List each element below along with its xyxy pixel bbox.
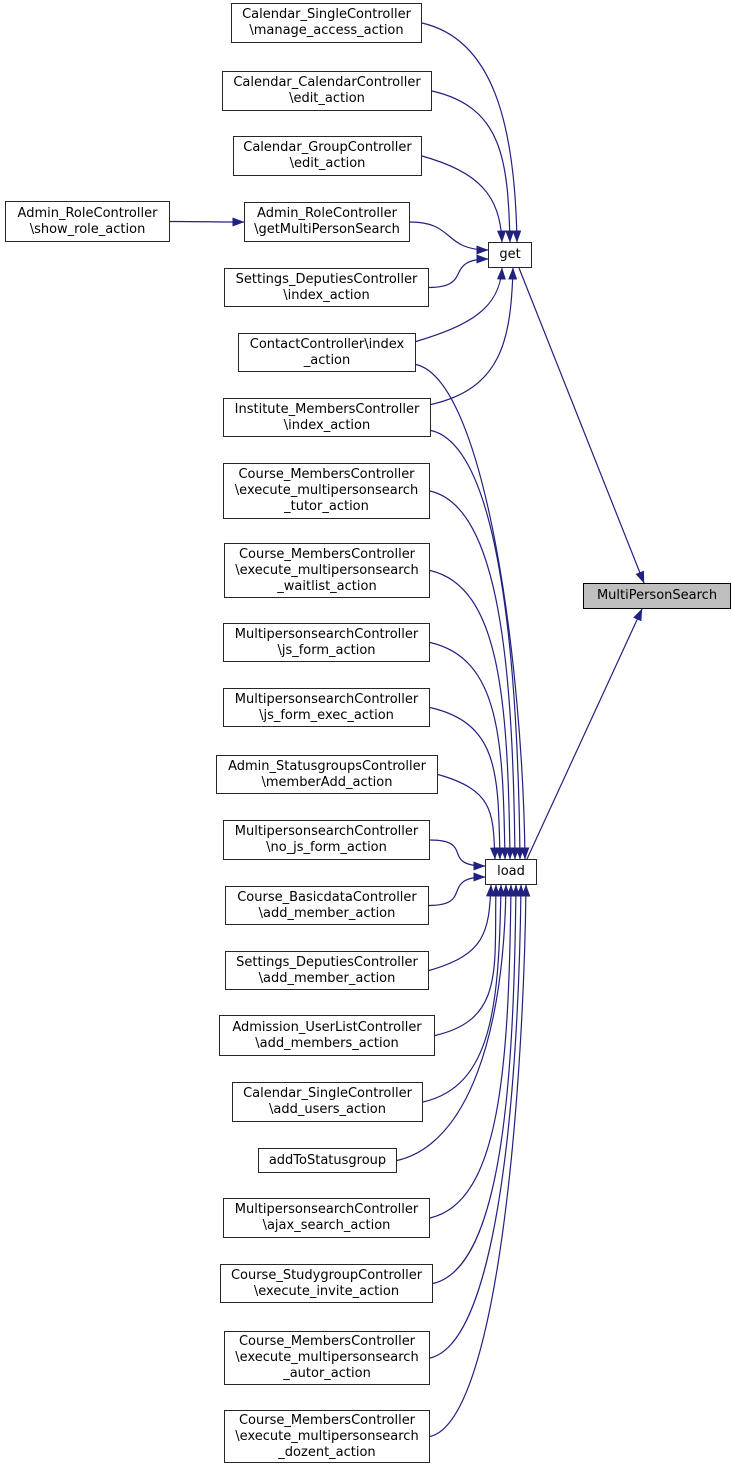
edge-manage-access-action-to-get	[422, 23, 517, 242]
node-label-line: \add_members_action	[255, 1035, 399, 1051]
node-label-line: Course_MembersController	[238, 1334, 416, 1349]
node-label-line: Calendar_SingleController	[242, 7, 411, 22]
node-show-role-action[interactable]	[5, 201, 170, 242]
node-label-line: _dozent_action	[278, 1444, 376, 1460]
node-label-line: Course_MembersController	[238, 467, 415, 482]
node-admission-add-members[interactable]	[219, 1015, 435, 1056]
edge-group-edit-action-to-get	[422, 156, 502, 242]
node-label-line: Settings_DeputiesController	[235, 271, 418, 287]
edge-get-multi-person-search-to-get	[410, 222, 488, 250]
node-label-line: \getMultiPersonSearch	[254, 222, 400, 237]
node-label-line: ContactController\index	[249, 336, 405, 352]
node-no-js-form-action[interactable]	[223, 820, 430, 860]
node-label-line: Calendar_CalendarController	[233, 75, 421, 90]
node-label-line: \manage_access_action	[249, 23, 404, 38]
node-get[interactable]	[488, 242, 532, 268]
edge-member-add-action-to-load	[438, 775, 495, 860]
node-label-line: \index_action	[283, 287, 370, 303]
node-label-line: Calendar_GroupController	[243, 140, 412, 155]
node-add-to-statusgroup[interactable]	[258, 1148, 397, 1173]
edge-deputies-add-member-to-load	[429, 885, 491, 971]
node-label-line: \execute_multipersonsearch	[235, 562, 419, 578]
edge-admission-add-members-to-load	[435, 885, 496, 1036]
edge-load-to-multi-person-search	[527, 609, 642, 859]
node-manage-access-action[interactable]	[231, 3, 422, 43]
node-label-line: Institute_MembersController	[234, 401, 420, 417]
edge-institute-index-action-to-load	[431, 431, 520, 860]
node-label-line: \memberAdd_action	[261, 774, 393, 790]
node-label-line: \add_users_action	[269, 1102, 386, 1117]
node-label-line: load	[497, 864, 525, 879]
edge-js-form-action-to-load	[430, 643, 505, 860]
edge-basicdata-add-member-to-load	[429, 877, 485, 906]
node-label-line: MultipersonsearchController	[234, 1202, 419, 1217]
node-label-line: Calendar_SingleController	[243, 1086, 412, 1101]
node-mps-dozent-action[interactable]	[224, 1410, 430, 1463]
node-label-line: \add_member_action	[258, 905, 396, 921]
node-label-line: \execute_multipersonsearch	[235, 1350, 419, 1365]
node-calendar-edit-action[interactable]	[222, 71, 432, 111]
node-label-line: \edit_action	[289, 156, 366, 171]
edge-deputies-index-action-to-get	[429, 259, 488, 288]
node-label-line: Settings_DeputiesController	[236, 954, 418, 970]
node-label-line: \add_member_action	[258, 970, 396, 986]
node-member-add-action[interactable]	[216, 755, 438, 794]
edge-calendar-edit-action-to-get	[432, 91, 510, 242]
node-mps-tutor-action[interactable]	[223, 463, 430, 519]
node-label-line: \show_role_action	[29, 221, 146, 237]
node-js-form-action[interactable]	[223, 623, 430, 662]
node-label-line: \no_js_form_action	[266, 840, 387, 855]
node-label-line: MultiPersonSearch	[596, 588, 718, 603]
node-contact-index-action[interactable]	[238, 333, 416, 372]
node-label-line: \js_form_exec_action	[259, 707, 394, 723]
node-calendar-add-users[interactable]	[232, 1082, 423, 1122]
node-load[interactable]	[485, 859, 537, 885]
node-label-line: Admin_RoleController	[257, 206, 397, 221]
node-label-line: Admin_RoleController	[17, 205, 158, 221]
node-institute-index-action[interactable]	[223, 398, 431, 437]
edge-mps-tutor-action-to-load	[430, 491, 515, 859]
node-deputies-index-action[interactable]	[224, 268, 429, 307]
node-label-line: MultipersonsearchController	[234, 626, 419, 642]
node-label-line: _action	[303, 352, 351, 368]
edge-mps-waitlist-action-to-load	[430, 571, 510, 860]
edge-get-to-multi-person-search	[519, 268, 644, 583]
node-deputies-add-member[interactable]	[225, 951, 429, 990]
edge-institute-index-action-to-get	[431, 268, 513, 405]
node-label-line: Course_MembersController	[238, 546, 416, 562]
node-mps-waitlist-action[interactable]	[224, 543, 430, 598]
node-label-line: Admission_UserListController	[232, 1019, 422, 1035]
node-basicdata-add-member[interactable]	[225, 886, 429, 925]
node-label-line: \ajax_search_action	[262, 1218, 391, 1233]
node-ajax-search-action[interactable]	[223, 1198, 430, 1238]
node-label-line: MultipersonsearchController	[234, 691, 419, 707]
node-get-multi-person-search[interactable]	[244, 202, 410, 242]
node-label-line: \edit_action	[289, 91, 365, 106]
node-label-line: addToStatusgroup	[268, 1152, 387, 1168]
edge-calendar-add-users-to-load	[423, 885, 501, 1102]
node-label-line: \index_action	[283, 417, 371, 433]
node-label-line: \execute_multipersonsearch	[234, 483, 419, 498]
node-label-line: _autor_action	[283, 1366, 371, 1381]
node-label-line: Course_StudygroupController	[230, 1267, 423, 1283]
node-js-form-exec-action[interactable]	[223, 688, 430, 727]
edge-show-role-action-to-get-multi-person-search	[170, 222, 244, 223]
node-label-line: Course_BasicdataController	[237, 889, 417, 905]
node-mps-autor-action[interactable]	[224, 1331, 430, 1385]
edge-ajax-search-action-to-load	[430, 885, 511, 1218]
node-label-line: \execute_invite_action	[253, 1283, 400, 1299]
node-group-edit-action[interactable]	[233, 136, 422, 176]
node-label-line: \js_form_action	[277, 642, 376, 658]
node-label-line: _tutor_action	[284, 499, 369, 514]
edge-no-js-form-action-to-load	[430, 840, 485, 866]
node-label-line: \execute_multipersonsearch	[235, 1428, 419, 1444]
node-label-line: MultipersonsearchController	[234, 824, 419, 839]
node-label-line: Admin_StatusgroupsController	[228, 758, 426, 774]
edge-mps-dozent-action-to-load	[430, 885, 526, 1437]
edge-js-form-exec-action-to-load	[430, 708, 500, 860]
edge-mps-autor-action-to-load	[430, 885, 521, 1358]
node-label-line: Course_MembersController	[238, 1412, 416, 1428]
node-multi-person-search	[583, 583, 731, 609]
node-label-line: get	[499, 247, 521, 262]
node-execute-invite-action[interactable]	[220, 1264, 433, 1303]
node-label-line: _waitlist_action	[277, 578, 377, 594]
